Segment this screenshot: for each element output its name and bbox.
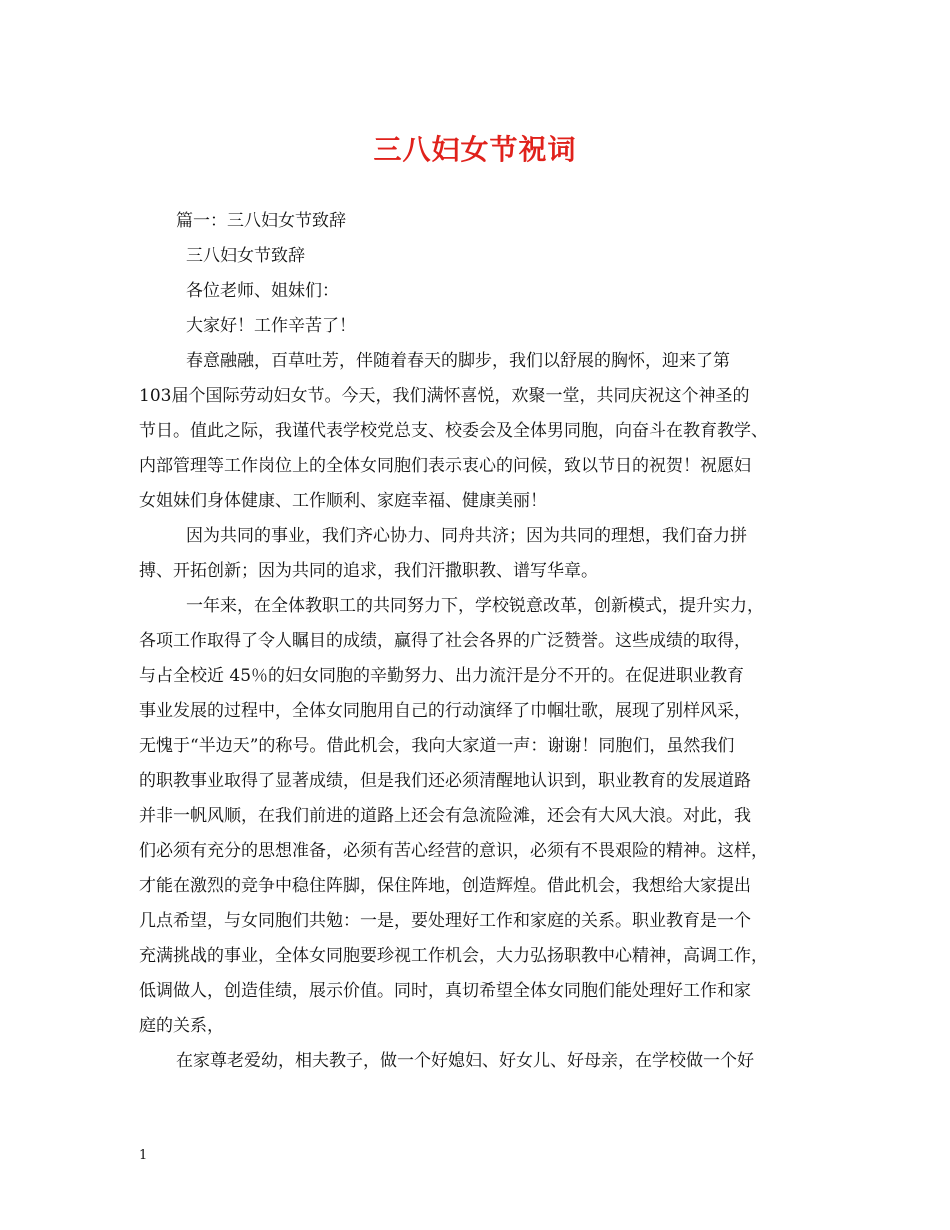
text-line: 各项工作取得了令人瞩目的成绩，赢得了社会各界的广泛赞誉。这些成绩的取得，	[139, 631, 751, 651]
text-line: 103届个国际劳动妇女节。今天，我们满怀喜悦，欢聚一堂，共同庆祝这个神圣的	[139, 386, 750, 406]
text-line: 因为共同的事业，我们齐心协力、同舟共济；因为共同的理想，我们奋力拼	[186, 526, 747, 546]
text-line: 才能在激烈的竞争中稳住阵脚，保住阵地，创造辉煌。借此机会，我想给大家提出	[139, 876, 751, 896]
text-line: 各位老师、姐妹们：	[186, 281, 339, 301]
text-line: 在家尊老爱幼，相夫教子，做一个好媳妇、好女儿、好母亲，在学校做一个好	[176, 1051, 754, 1071]
page-number: 1	[139, 1148, 148, 1163]
text-line: 一年来，在全体教职工的共同努力下，学校锐意改革，创新模式，提升实力，	[186, 596, 764, 616]
text-line: 内部管理等工作岗位上的全体女同胞们表示衷心的问候，致以节日的祝贺！祝愿妇	[139, 456, 751, 476]
text-line: 三八妇女节致辞	[186, 246, 305, 266]
text-line: 大家好！工作辛苦了！	[186, 316, 356, 336]
text-line: 篇一：三八妇女节致辞	[176, 211, 346, 231]
text-line: 低调做人，创造佳绩，展示价值。同时，真切希望全体女同胞们能处理好工作和家	[139, 981, 751, 1001]
text-line: 节日。值此之际，我谨代表学校党总支、校委会及全体男同胞，向奋斗在教育教学、	[139, 421, 768, 441]
text-line: 女姐妹们身体健康、工作顺利、家庭幸福、健康美丽！	[139, 491, 547, 511]
text-line: 们必须有充分的思想准备，必须有苦心经营的意识，必须有不畏艰险的精神。这样，	[139, 841, 768, 861]
document-title: 三八妇女节祝词	[373, 133, 577, 166]
text-line: 并非一帆风顺，在我们前进的道路上还会有急流险滩，还会有大风大浪。对此，我	[139, 806, 751, 826]
text-line: 事业发展的过程中，全体女同胞用自己的行动演绎了巾帼壮歌，展现了别样风采，	[139, 701, 751, 721]
text-line: 与占全校近 45％的妇女同胞的辛勤努力、出力流汗是分不开的。在促进职业教育	[139, 666, 745, 686]
text-line: 搏、开拓创新；因为共同的追求，我们汗撒职教、谱写华章。	[139, 561, 598, 581]
text-line: 充满挑战的事业，全体女同胞要珍视工作机会，大力弘扬职教中心精神，高调工作，	[139, 946, 768, 966]
text-line: 几点希望，与女同胞们共勉：一是，要处理好工作和家庭的关系。职业教育是一个	[139, 911, 751, 931]
text-line: 的职教事业取得了显著成绩，但是我们还必须清醒地认识到，职业教育的发展道路	[139, 771, 751, 791]
text-line: 春意融融，百草吐芳，伴随着春天的脚步，我们以舒展的胸怀，迎来了第	[186, 351, 730, 371]
text-line: 庭的关系，	[139, 1016, 224, 1036]
text-line: 无愧于“半边天”的称号。借此机会，我向大家道一声：谢谢！同胞们，虽然我们	[139, 736, 735, 756]
